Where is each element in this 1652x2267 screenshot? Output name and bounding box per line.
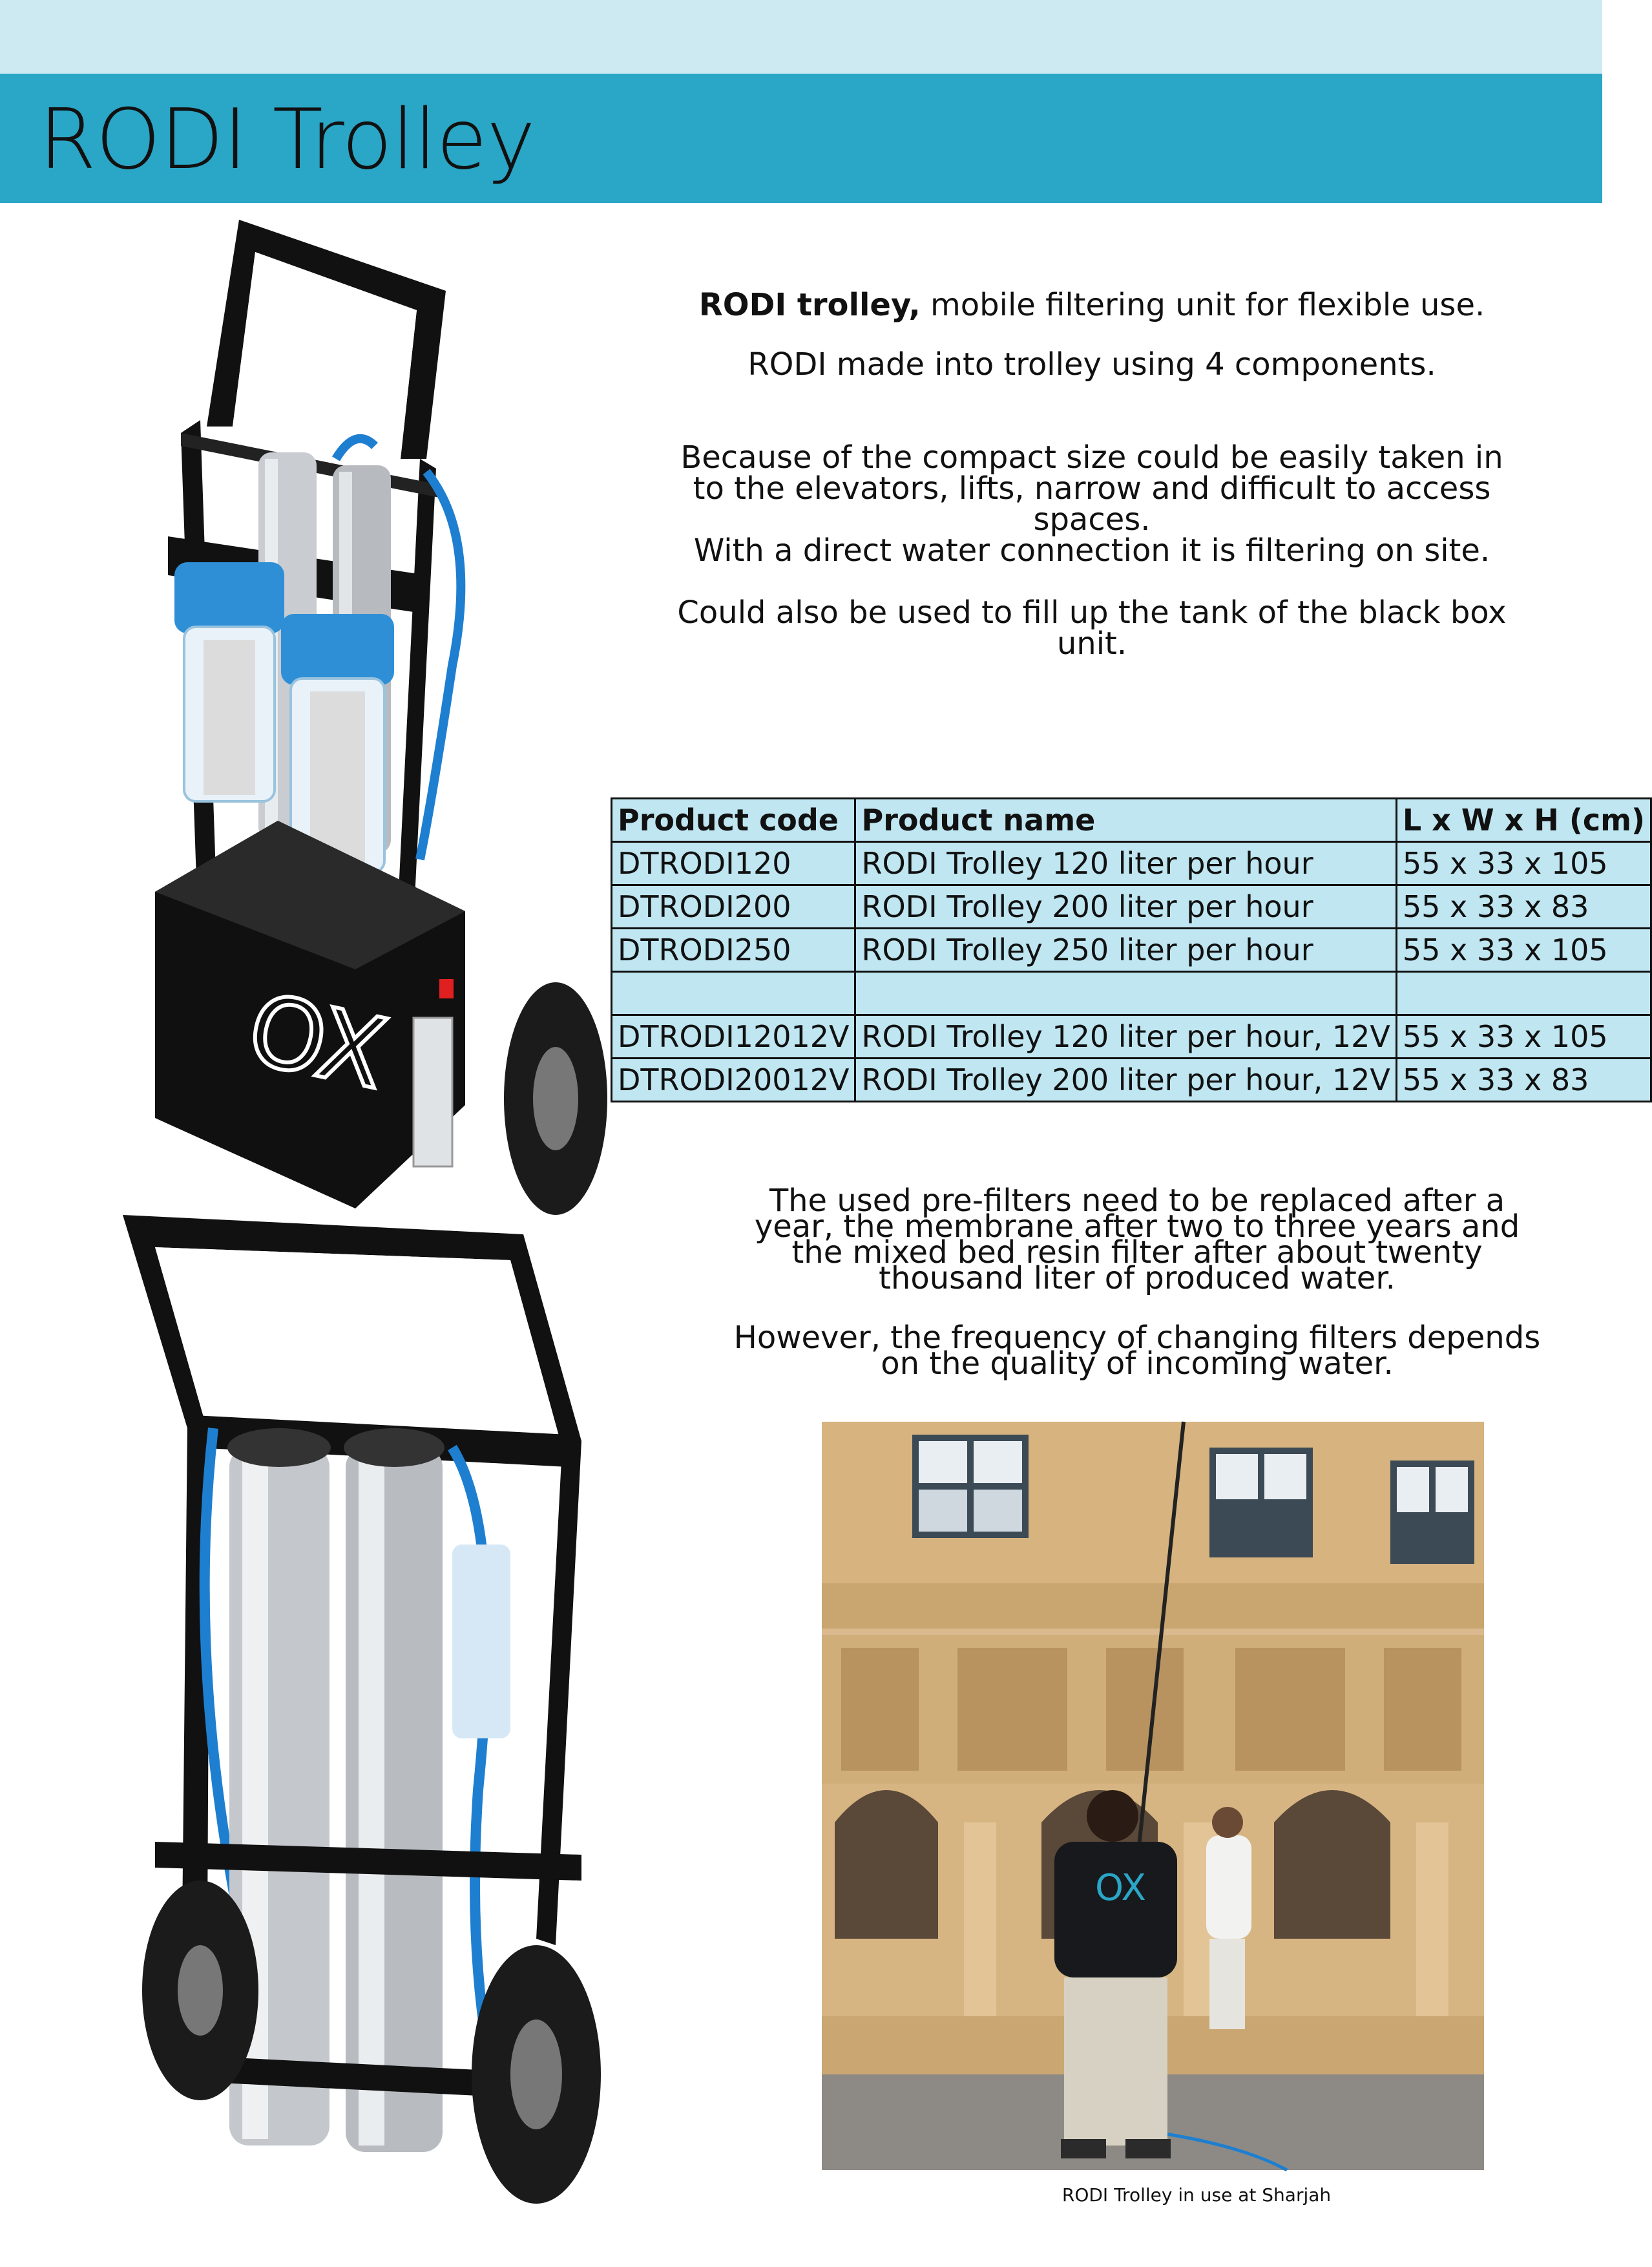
table-row	[612, 885, 1651, 929]
intro-lead-bold: RODI trolley,	[698, 287, 921, 323]
intro-para1a: Because of the compact size could be easily taken in to the elevators, lifts, narrow and difficult to access spaces.	[680, 439, 1503, 538]
cell-code: DTRODI20012V	[612, 1059, 855, 1102]
photo-caption: RODI Trolley in use at Sharjah	[1061, 2184, 1332, 2206]
cell-name: RODI Trolley 200 liter per hour, 12V	[855, 1059, 1396, 1102]
intro-lead-rest: mobile filtering unit for flexible use.	[920, 287, 1485, 323]
cell-name: RODI Trolley 200 liter per hour	[855, 885, 1396, 929]
trolley-image-front	[142, 213, 607, 1228]
shirt-ox-logo: OX	[1095, 1867, 1146, 1909]
table-row	[612, 1059, 1651, 1102]
table-row-empty	[612, 972, 1651, 1015]
sharjah-photo	[822, 1422, 1484, 2170]
intro-para2: Could also be used to fill up the tank of the black box unit.	[677, 595, 1507, 662]
table-row	[612, 929, 1651, 972]
cell-name: RODI Trolley 120 liter per hour, 12V	[855, 1015, 1396, 1059]
cell-code: DTRODI200	[612, 885, 855, 929]
cell-name	[855, 972, 1396, 1015]
cell-dims: 55 x 33 x 83	[1396, 885, 1651, 929]
intro-line2: RODI made into trolley using 4 components.	[748, 346, 1436, 383]
title-bar	[0, 74, 1602, 203]
cell-dims: 55 x 33 x 105	[1396, 929, 1651, 972]
top-strip	[0, 0, 1602, 74]
cell-code: DTRODI120	[612, 842, 855, 885]
cell-name: RODI Trolley 250 liter per hour	[855, 929, 1396, 972]
product-table	[611, 797, 1652, 1102]
cell-code: DTRODI250	[612, 929, 855, 972]
maintenance-para1: The used pre-filters need to be replaced after a year, the membrane after two to three years and the mixed bed resin filter after about twenty thousand liter of produced water.	[754, 1183, 1520, 1296]
table-row	[612, 842, 1651, 885]
cell-code	[612, 972, 855, 1015]
maintenance-para2: However, the frequency of changing filters depends on the quality of incoming water.	[733, 1320, 1541, 1382]
cell-dims: 55 x 33 x 83	[1396, 1059, 1651, 1102]
cell-dims: 55 x 33 x 105	[1396, 842, 1651, 885]
trolley-image-back	[116, 1208, 627, 2230]
intro-text	[646, 287, 1538, 662]
cell-code: DTRODI12012V	[612, 1015, 855, 1059]
maintenance-text	[717, 1183, 1557, 1382]
table-header-row	[612, 799, 1651, 842]
intro-para1b: With a direct water connection it is filtering on site.	[693, 532, 1490, 569]
cell-dims	[1396, 972, 1651, 1015]
cell-dims: 55 x 33 x 105	[1396, 1015, 1651, 1059]
page-title: RODI Trolley	[39, 92, 535, 188]
col-header-name: Product name	[855, 799, 1396, 842]
col-header-dims: L x W x H (cm)	[1396, 799, 1651, 842]
cell-name: RODI Trolley 120 liter per hour	[855, 842, 1396, 885]
col-header-code: Product code	[612, 799, 855, 842]
trolley-ox-logo: OX	[238, 973, 396, 1112]
table-row	[612, 1015, 1651, 1059]
